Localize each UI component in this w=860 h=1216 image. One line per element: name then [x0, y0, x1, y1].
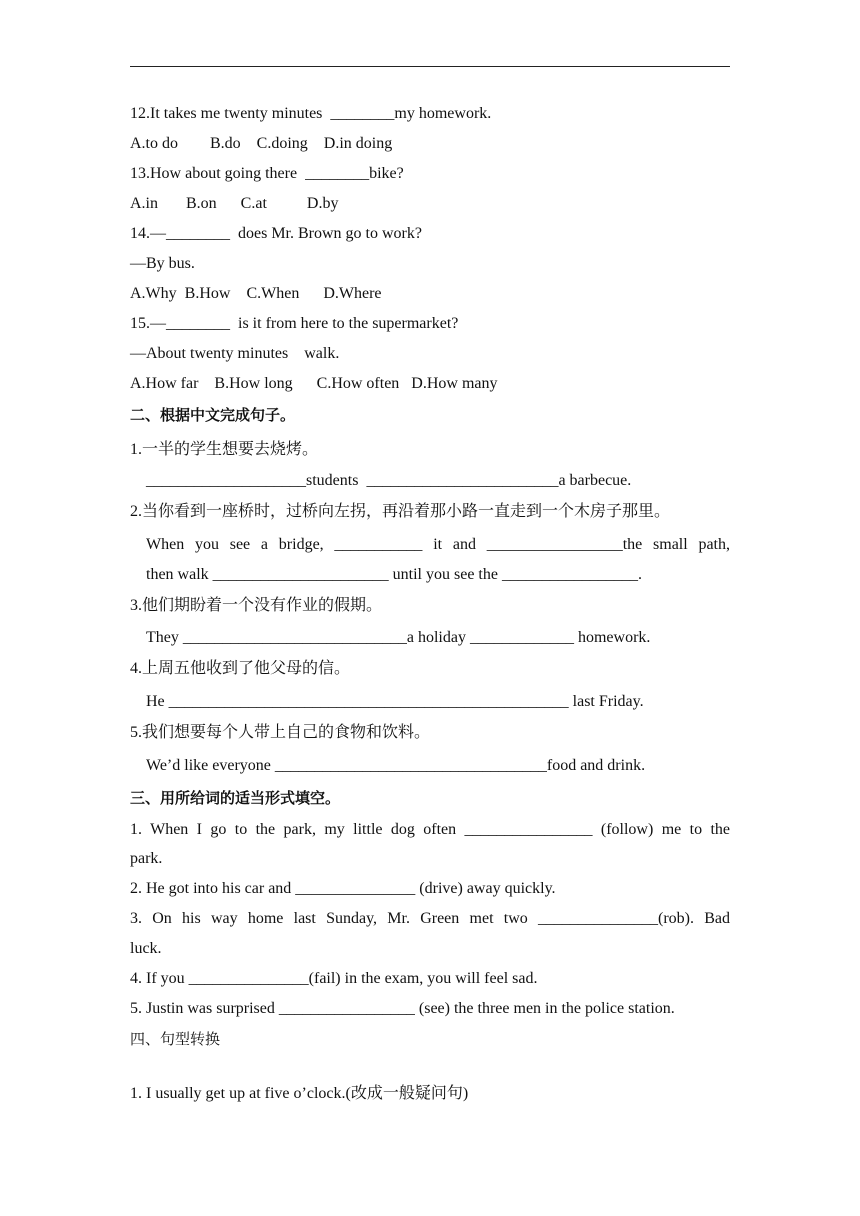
header-rule: [130, 66, 730, 67]
section-heading: 四、句型转换: [130, 1030, 221, 1048]
worksheet-line: luck.: [130, 940, 162, 957]
worksheet-line: 5.我们想要每个人带上自己的食物和饮料。: [130, 724, 431, 741]
worksheet-line: When you see a bridge, ___________ it and _________________the small path,: [146, 536, 730, 553]
worksheet-line: A.Why B.How C.When D.Where: [130, 285, 382, 302]
worksheet-line: He __________________________________________________ last Friday.: [146, 693, 644, 710]
worksheet-line: 4.上周五他收到了他父母的信。: [130, 660, 351, 677]
worksheet-line: 3. On his way home last Sunday, Mr. Green met two _______________(rob). Bad: [130, 910, 730, 927]
worksheet-line: A.in B.on C.at D.by: [130, 195, 339, 212]
worksheet-line: 1.一半的学生想要去烧烤。: [130, 441, 319, 458]
worksheet-line: 5. Justin was surprised _________________ (see) the three men in the police station.: [130, 1000, 675, 1017]
section-heading: 三、用所给词的适当形式填空。: [130, 789, 341, 807]
worksheet-line: A.How far B.How long C.How often D.How many: [130, 375, 498, 392]
worksheet-line: 14.—________ does Mr. Brown go to work?: [130, 225, 422, 242]
section-heading: 二、根据中文完成句子。: [130, 406, 296, 424]
worksheet-line: 2. He got into his car and _______________ (drive) away quickly.: [130, 880, 556, 897]
worksheet-line: We’d like everyone __________________________________food and drink.: [146, 757, 646, 774]
worksheet-line: They ____________________________a holiday _____________ homework.: [146, 629, 651, 646]
worksheet-line: 13.How about going there ________bike?: [130, 165, 404, 182]
worksheet-line: park.: [130, 850, 163, 867]
worksheet-line: ____________________students ________________________a barbecue.: [146, 472, 632, 489]
worksheet-line: 3.他们期盼着一个没有作业的假期。: [130, 597, 383, 614]
worksheet-line: then walk ______________________ until you see the _________________.: [146, 566, 642, 583]
worksheet-line: —About twenty minutes walk.: [130, 345, 340, 362]
worksheet-line: 1. I usually get up at five o’clock.(改成一般疑问句): [130, 1085, 469, 1102]
worksheet-line: A.to do B.do C.doing D.in doing: [130, 135, 393, 152]
worksheet-line: 4. If you _______________(fail) in the exam, you will feel sad.: [130, 970, 538, 987]
worksheet-line: —By bus.: [130, 255, 195, 272]
worksheet-line: 12.It takes me twenty minutes ________my homework.: [130, 105, 492, 122]
worksheet-line: 2.当你看到一座桥时，过桥向左拐，再沿着那小路一直走到一个木房子那里。: [130, 503, 671, 520]
worksheet-line: 15.—________ is it from here to the supermarket?: [130, 315, 459, 332]
worksheet-line: 1. When I go to the park, my little dog often ________________ (follow) me to the: [130, 821, 730, 838]
